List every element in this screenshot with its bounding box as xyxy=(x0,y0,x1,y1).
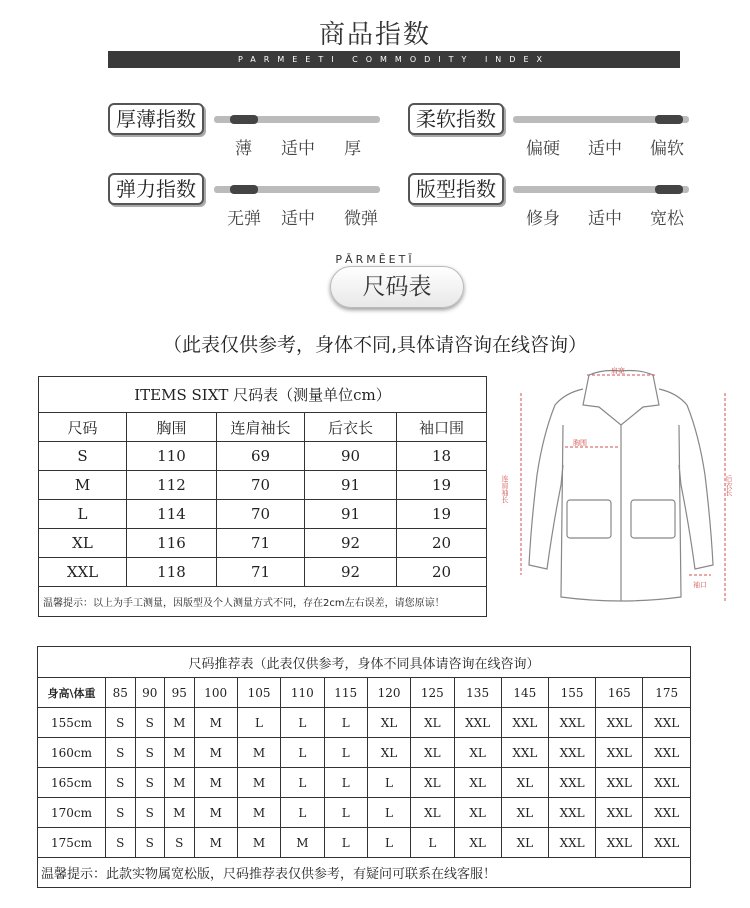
recommended-size-cell: M xyxy=(194,738,237,768)
softness-index-marker xyxy=(655,115,683,124)
recommended-size-cell: S xyxy=(135,768,165,798)
recommended-size-cell: L xyxy=(324,738,367,768)
recommended-size-cell: L xyxy=(324,708,367,738)
elasticity-index-marker xyxy=(230,185,258,194)
recommended-size-cell: L xyxy=(324,798,367,828)
recommended-size-cell: XXL xyxy=(596,738,643,768)
thickness-tick-high: 厚 xyxy=(344,139,361,159)
size-row xyxy=(39,529,487,558)
softness-index-label: 柔软指数 xyxy=(408,103,504,135)
weight-cell: 120 xyxy=(367,678,410,708)
recommended-size-cell: XXL xyxy=(548,828,595,858)
header-cell: 尺码 xyxy=(39,413,127,442)
size-cell: 69 xyxy=(217,442,305,471)
recommended-size-cell: L xyxy=(281,738,324,768)
weight-cell: 100 xyxy=(194,678,237,708)
page-subtitle: PARMEETI COMMODITY INDEX xyxy=(108,51,680,68)
height-cell: 175cm xyxy=(38,828,106,858)
size-cell: 70 xyxy=(217,500,305,529)
recommended-size-cell: XXL xyxy=(643,738,691,768)
recommended-size-cell: L xyxy=(324,828,367,858)
recommended-size-cell: M xyxy=(194,828,237,858)
size-cell: 90 xyxy=(305,442,397,471)
size-cell: 114 xyxy=(127,500,217,529)
recommendation-row xyxy=(38,708,691,738)
size-cell: L xyxy=(39,500,127,529)
size-cell: S xyxy=(39,442,127,471)
recommendation-row xyxy=(38,828,691,858)
softness-tick-low: 偏硬 xyxy=(526,139,560,159)
weight-cell: 175 xyxy=(643,678,691,708)
size-cell: 18 xyxy=(397,442,487,471)
size-cell: 110 xyxy=(127,442,217,471)
header-cell: 胸围 xyxy=(127,413,217,442)
recommended-size-cell: S xyxy=(135,828,165,858)
recommended-size-cell: S xyxy=(135,798,165,828)
size-cell: 19 xyxy=(397,500,487,529)
corner-cell: 身高\体重 xyxy=(38,678,106,708)
recommended-size-cell: L xyxy=(281,768,324,798)
size-row xyxy=(39,442,487,471)
elasticity-index-label: 弹力指数 xyxy=(108,173,204,205)
recommended-size-cell: XL xyxy=(501,828,548,858)
size-cell: XXL xyxy=(39,558,127,587)
size-cell: 71 xyxy=(217,558,305,587)
recommended-size-cell: S xyxy=(165,828,195,858)
recommended-size-cell: XL xyxy=(454,798,501,828)
size-row xyxy=(39,471,487,500)
size-cell: 20 xyxy=(397,558,487,587)
recommended-size-cell: XXL xyxy=(596,768,643,798)
size-cell: 92 xyxy=(305,529,397,558)
weight-cell: 135 xyxy=(454,678,501,708)
size-cell: 70 xyxy=(217,471,305,500)
recommended-size-cell: S xyxy=(106,798,136,828)
recommended-size-cell: M xyxy=(237,768,280,798)
brand-logo-text: PĀRMĒETĪ xyxy=(335,253,415,266)
recommended-size-cell: XL xyxy=(501,768,548,798)
weight-cell: 115 xyxy=(324,678,367,708)
recommended-size-cell: M xyxy=(165,708,195,738)
recommended-size-cell: XXL xyxy=(643,708,691,738)
softness-tick-mid: 适中 xyxy=(588,139,622,159)
recommended-size-cell: M xyxy=(281,828,324,858)
size-cell: 91 xyxy=(305,500,397,529)
recommended-size-cell: XXL xyxy=(501,708,548,738)
size-table-caption: ITEMS SIXT 尺码表（测量单位cm） xyxy=(39,377,487,413)
recommended-size-cell: XXL xyxy=(596,828,643,858)
weight-cell: 90 xyxy=(135,678,165,708)
weight-cell: 165 xyxy=(596,678,643,708)
softness-tick-high: 偏软 xyxy=(650,139,684,159)
recommended-size-cell: L xyxy=(367,828,410,858)
recommended-size-cell: M xyxy=(194,708,237,738)
thickness-tick-mid: 适中 xyxy=(281,139,315,159)
recommended-size-cell: S xyxy=(135,708,165,738)
recommended-size-cell: M xyxy=(165,738,195,768)
size-cell: 92 xyxy=(305,558,397,587)
sleeve-label: 连肩袖长 xyxy=(501,475,509,503)
recommended-size-cell: XL xyxy=(454,828,501,858)
header-cell: 连肩袖长 xyxy=(217,413,305,442)
size-cell: 19 xyxy=(397,471,487,500)
recommended-size-cell: S xyxy=(135,738,165,768)
recommended-size-cell: XXL xyxy=(548,768,595,798)
recommended-size-cell: L xyxy=(324,768,367,798)
recommended-size-cell: XXL xyxy=(501,738,548,768)
recommended-size-cell: XL xyxy=(411,738,454,768)
thickness-index-marker xyxy=(230,115,258,124)
recommended-size-cell: XXL xyxy=(643,798,691,828)
recommended-size-cell: M xyxy=(165,798,195,828)
size-row xyxy=(39,558,487,587)
elasticity-tick-high: 微弹 xyxy=(344,209,378,229)
recommended-size-cell: XXL xyxy=(548,708,595,738)
recommended-size-cell: M xyxy=(194,768,237,798)
thickness-tick-low: 薄 xyxy=(235,139,252,159)
recommendation-caption: 尺码推荐表（此表仅供参考，身体不同具体请咨询在线咨询） xyxy=(38,647,691,678)
fit-index-label: 版型指数 xyxy=(408,173,504,205)
recommended-size-cell: L xyxy=(411,828,454,858)
page-title: 商品指数 xyxy=(318,20,431,50)
elasticity-tick-low: 无弹 xyxy=(227,209,261,229)
header-cell: 袖口围 xyxy=(397,413,487,442)
fit-tick-mid: 适中 xyxy=(588,209,622,229)
recommended-size-cell: XXL xyxy=(643,768,691,798)
recommended-size-cell: XXL xyxy=(596,798,643,828)
recommended-size-cell: XXL xyxy=(643,828,691,858)
recommended-size-cell: S xyxy=(106,768,136,798)
recommendation-tip: 温馨提示：此款实物属宽松版，尺码推荐表仅供参考，有疑问可联系在线客服！ xyxy=(38,858,691,888)
jacket-measurement-diagram xyxy=(503,365,739,615)
shoulder-label: 肩宽 xyxy=(611,367,625,375)
size-table-tip: 温馨提示：以上为手工测量，因版型及个人测量方式不同，存在2cm左右误差，请您原谅！ xyxy=(39,587,487,617)
recommended-size-cell: M xyxy=(237,798,280,828)
recommended-size-cell: M xyxy=(194,798,237,828)
size-cell: 118 xyxy=(127,558,217,587)
weight-cell: 95 xyxy=(165,678,195,708)
weight-cell: 125 xyxy=(411,678,454,708)
height-cell: 165cm xyxy=(38,768,106,798)
size-cell: 71 xyxy=(217,529,305,558)
recommended-size-cell: L xyxy=(237,708,280,738)
size-table-header xyxy=(39,413,487,442)
recommended-size-cell: S xyxy=(106,708,136,738)
recommended-size-cell: XL xyxy=(411,798,454,828)
recommendation-row xyxy=(38,798,691,828)
height-cell: 170cm xyxy=(38,798,106,828)
recommended-size-cell: XXL xyxy=(454,708,501,738)
size-cell: 116 xyxy=(127,529,217,558)
recommended-size-cell: XXL xyxy=(548,798,595,828)
recommended-size-cell: XL xyxy=(501,798,548,828)
recommended-size-cell: L xyxy=(281,708,324,738)
recommended-size-cell: XXL xyxy=(548,738,595,768)
weight-cell: 105 xyxy=(237,678,280,708)
size-cell: 20 xyxy=(397,529,487,558)
recommended-size-cell: XL xyxy=(367,708,410,738)
weight-cell: 145 xyxy=(501,678,548,708)
weight-header-row xyxy=(38,678,691,708)
recommended-size-cell: XL xyxy=(411,768,454,798)
weight-cell: 85 xyxy=(106,678,136,708)
recommendation-row xyxy=(38,768,691,798)
elasticity-tick-mid: 适中 xyxy=(281,209,315,229)
recommended-size-cell: XL xyxy=(411,708,454,738)
height-cell: 155cm xyxy=(38,708,106,738)
size-cell: M xyxy=(39,471,127,500)
recommended-size-cell: L xyxy=(281,798,324,828)
recommended-size-cell: L xyxy=(367,768,410,798)
fit-tick-high: 宽松 xyxy=(650,209,684,229)
cuff-label: 袖口 xyxy=(693,581,707,589)
recommended-size-cell: XXL xyxy=(596,708,643,738)
size-cell: 91 xyxy=(305,471,397,500)
height-cell: 160cm xyxy=(38,738,106,768)
recommended-size-cell: M xyxy=(237,738,280,768)
weight-cell: 155 xyxy=(548,678,595,708)
size-cell: 112 xyxy=(127,471,217,500)
fit-index-marker xyxy=(655,185,683,194)
recommendation-row xyxy=(38,738,691,768)
weight-cell: 110 xyxy=(281,678,324,708)
size-table xyxy=(38,376,487,617)
recommended-size-cell: XL xyxy=(454,768,501,798)
length-label: 后衣长 xyxy=(725,475,733,496)
header-cell: 后衣长 xyxy=(305,413,397,442)
recommended-size-cell: M xyxy=(165,768,195,798)
recommended-size-cell: XL xyxy=(367,738,410,768)
size-chart-badge: 尺码表 xyxy=(330,266,464,308)
recommended-size-cell: M xyxy=(237,828,280,858)
chest-label: 胸围 xyxy=(573,439,587,447)
fit-tick-low: 修身 xyxy=(526,209,560,229)
thickness-index-label: 厚薄指数 xyxy=(108,103,204,135)
size-cell: XL xyxy=(39,529,127,558)
size-recommendation-table xyxy=(37,646,691,888)
recommended-size-cell: S xyxy=(106,738,136,768)
recommended-size-cell: XL xyxy=(454,738,501,768)
recommended-size-cell: S xyxy=(106,828,136,858)
recommended-size-cell: L xyxy=(367,798,410,828)
size-row xyxy=(39,500,487,529)
disclaimer-text: （此表仅供参考，身体不同,具体请咨询在线咨询） xyxy=(162,334,588,356)
